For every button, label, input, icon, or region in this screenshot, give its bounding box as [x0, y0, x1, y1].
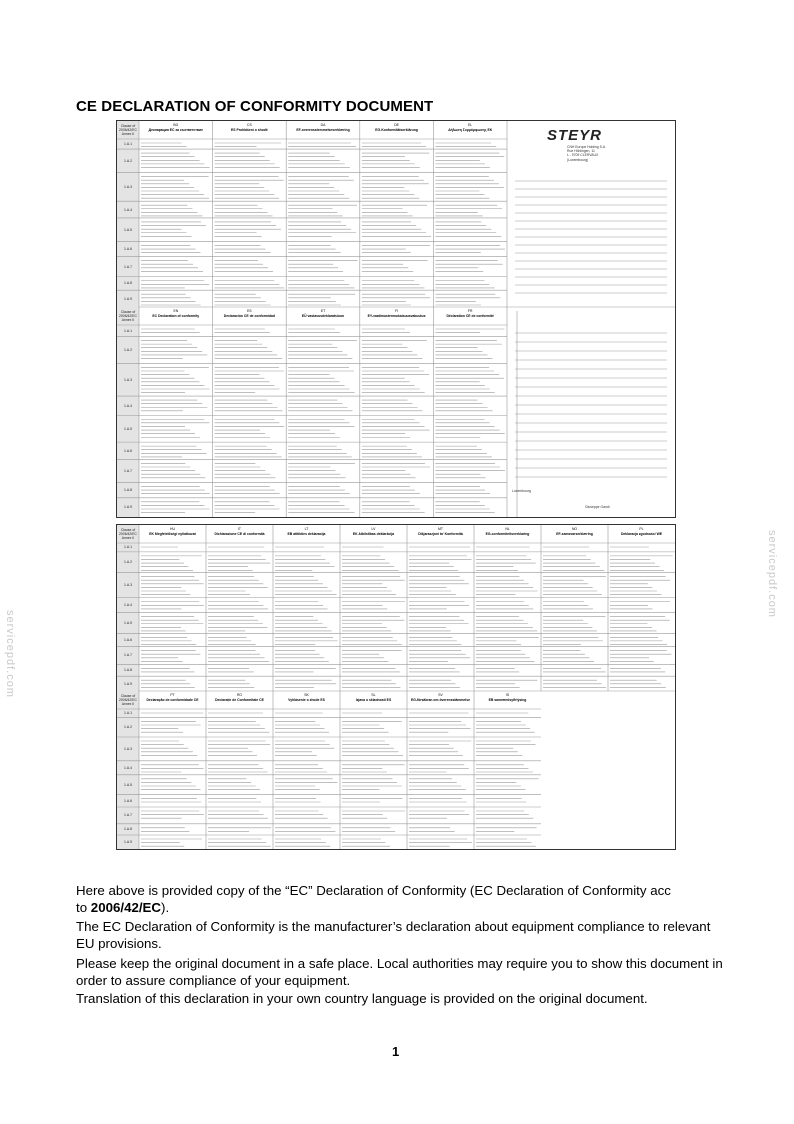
- column-heading: EG-Konformitätserklärung: [375, 128, 418, 132]
- row-clause-label: 1.A.8: [124, 668, 132, 673]
- steyr-logo: STEYR: [547, 127, 603, 144]
- column-heading: EB atitikties deklaracija: [287, 532, 326, 536]
- row-clause-label: 1.A.2: [124, 560, 132, 565]
- column-heading: Dikjarazzjoni ta' Konformità: [418, 532, 463, 536]
- row-clause-label: 1.A.6: [124, 448, 132, 453]
- watermark-right: servicepdf.com: [766, 530, 778, 618]
- column-heading: EB samræmisyfirlýsing: [488, 698, 527, 702]
- row-clause-label: 1.A.4: [124, 207, 132, 212]
- row-clause-label: 1.A.4: [124, 765, 132, 770]
- column-heading: Dichiarazione CE di conformità: [214, 532, 265, 536]
- row-clause-label: 1.A.6: [124, 798, 132, 803]
- directive-ref: 2006/42/EC: [90, 900, 162, 915]
- column-heading: EG-conformiteitsverklaring: [485, 532, 530, 536]
- column-heading: Vyhlásenie o zhode ES: [288, 698, 325, 702]
- column-lang-code: NO: [571, 527, 578, 531]
- row-clause-label: 1.A.6: [124, 247, 132, 252]
- column-heading: EK Megfelelőségi nyilatkozat: [149, 532, 196, 536]
- row-clause-label: 1.A.7: [124, 264, 132, 269]
- row-clause-label: 1.A.5: [124, 620, 132, 625]
- row-clause-label: 1.A.5: [124, 782, 132, 787]
- column-lang-code: ES: [247, 309, 252, 313]
- row-clause-label: 1.A.5: [124, 426, 132, 431]
- column-lang-code: LV: [371, 527, 376, 531]
- paragraph-keep-original: Please keep the original document in a safe place. Local authorities may require you to show this document in order to assure compliance of your equipment.: [76, 956, 723, 988]
- column-lang-code: DE: [394, 123, 399, 127]
- declaration-form-top: [116, 120, 676, 518]
- form-top-grid: [117, 121, 675, 517]
- column-heading: Deklaracja zgodności WE: [620, 532, 663, 536]
- column-lang-code: SV: [438, 693, 443, 697]
- column-heading: EÜ vastavusdeklaratsioon: [301, 314, 345, 318]
- corner-clause-label: Clause of 2006/42/EC Annex II: [119, 528, 137, 540]
- column-lang-code: DA: [320, 123, 326, 127]
- column-heading: EC Declaration of conformity: [152, 314, 200, 318]
- signer-name: Giuseppe Gandi: [585, 505, 610, 509]
- row-clause-label: 1.A.9: [124, 505, 132, 510]
- column-lang-code: NL: [505, 527, 510, 531]
- row-clause-label: 1.A.1: [124, 142, 132, 147]
- paragraph-intro: Here above is provided copy of the “EC” Declaration of Conformity (EC Declaration of Conformity acc to 2006/42/EC).: [76, 883, 671, 915]
- declaration-form-bottom: [116, 524, 676, 850]
- column-heading: Déclaration CE de conformité: [446, 314, 494, 318]
- column-lang-code: PT: [170, 693, 175, 697]
- paragraph-manufacturer: The EC Declaration of Conformity is the manufacturer’s declaration about equipment compliance to relevant EU provisions.: [76, 919, 711, 951]
- row-clause-label: 1.A.9: [124, 681, 132, 686]
- corner-clause-label: Clause of 2006/42/EC Annex II: [119, 310, 137, 322]
- column-heading: EY-vaatimustenmukaisuusvakuutus: [367, 314, 426, 318]
- column-lang-code: HU: [170, 527, 175, 531]
- column-lang-code: FR: [467, 309, 473, 313]
- column-lang-code: SK: [304, 693, 309, 697]
- column-heading: Δήλωση Συμμόρφωσης ΕΚ: [448, 128, 493, 132]
- column-lang-code: RO: [236, 693, 243, 697]
- form-bottom-grid: [117, 525, 675, 849]
- column-lang-code: IS: [505, 693, 510, 697]
- row-clause-label: 1.A.3: [124, 184, 132, 189]
- column-lang-code: PL: [639, 527, 644, 531]
- row-clause-label: 1.A.8: [124, 488, 132, 493]
- column-lang-code: IT: [237, 527, 241, 531]
- label-column-shade: [117, 307, 139, 517]
- page-number: 1: [392, 1044, 400, 1059]
- column-lang-code: LT: [304, 527, 309, 531]
- column-lang-code: CS: [247, 123, 252, 127]
- column-heading: EF-overensstemmelseserklæring: [296, 128, 350, 132]
- row-clause-label: 1.A.5: [124, 227, 132, 232]
- row-clause-label: 1.A.6: [124, 637, 132, 642]
- column-heading: Declarație de Conformitate CE: [215, 698, 264, 702]
- row-clause-label: 1.A.3: [124, 583, 132, 588]
- column-lang-code: SL: [371, 693, 376, 697]
- paragraph-translation: Translation of this declaration in your own country language is provided on the original document.: [76, 991, 648, 1006]
- row-clause-label: 1.A.1: [124, 328, 132, 333]
- row-clause-label: 1.A.3: [124, 746, 132, 751]
- column-heading: Declaración CE de conformidad: [223, 314, 276, 318]
- row-clause-label: 1.A.7: [124, 653, 132, 658]
- column-heading: Izjava o skladnosti ES: [355, 698, 392, 702]
- column-heading: Декларация ЕС за съответствие: [148, 128, 203, 132]
- signature-place: Luxembourg: [512, 489, 531, 493]
- column-lang-code: BG: [173, 123, 179, 127]
- row-clause-label: 1.A.7: [124, 813, 132, 818]
- corner-clause-label: Clause of 2006/42/EC Annex II: [119, 124, 137, 136]
- column-heading: ES Prohlášení o shodě: [231, 128, 268, 132]
- column-lang-code: ET: [320, 309, 326, 313]
- row-clause-label: 1.A.1: [124, 545, 132, 550]
- column-lang-code: FI: [395, 309, 399, 313]
- row-clause-label: 1.A.4: [124, 603, 132, 608]
- corner-clause-label: Clause of 2006/42/EC Annex II: [119, 694, 137, 706]
- row-clause-label: 1.A.8: [124, 827, 132, 832]
- document-title: CE DECLARATION OF CONFORMITY DOCUMENT: [76, 98, 434, 115]
- row-clause-label: 1.A.2: [124, 347, 132, 352]
- row-clause-label: 1.A.8: [124, 281, 132, 286]
- row-clause-label: 1.A.4: [124, 403, 132, 408]
- column-lang-code: EL: [468, 123, 473, 127]
- row-clause-label: 1.A.3: [124, 377, 132, 382]
- row-clause-label: 1.A.7: [124, 468, 132, 473]
- row-clause-label: 1.A.2: [124, 725, 132, 730]
- label-column-shade: [117, 525, 139, 691]
- row-clause-label: 1.A.1: [124, 711, 132, 716]
- watermark-left: servicepdf.com: [4, 610, 16, 698]
- column-heading: EF-samsvarserklæring: [556, 532, 593, 536]
- column-heading: EK Atbilstības deklarācija: [352, 532, 395, 536]
- manufacturer-address: CNH Europe Holding S.A. Rue Höhlingen, 11 L - 9709 CLERVAUX (Luxembourg): [567, 145, 607, 162]
- row-clause-label: 1.A.9: [124, 840, 132, 844]
- column-heading: Declaração de conformidade CE: [146, 698, 199, 702]
- column-lang-code: MT: [438, 527, 443, 531]
- column-heading: EG-försäkran om överensstämmelse: [411, 698, 470, 702]
- row-clause-label: 1.A.2: [124, 158, 132, 163]
- column-lang-code: EN: [173, 309, 179, 313]
- row-clause-label: 1.A.9: [124, 296, 132, 301]
